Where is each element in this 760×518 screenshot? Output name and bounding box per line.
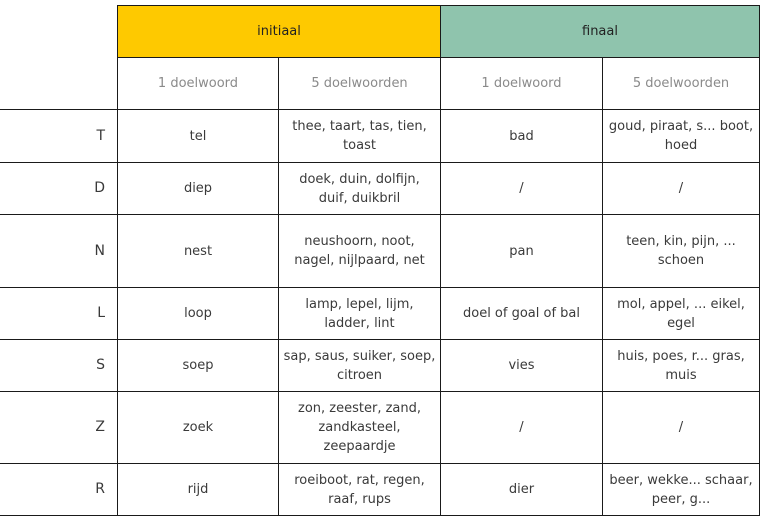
subheader-final-5: 5 doelwoorden (603, 58, 760, 110)
initial-one-word: rijd (118, 464, 279, 516)
final-one-word: / (441, 163, 603, 215)
table-row (0, 392, 760, 464)
table-subheader-row (0, 58, 760, 110)
table-row (0, 215, 760, 288)
row-letter: T (0, 110, 118, 163)
initial-one-word: tel (118, 110, 279, 163)
final-one-word: / (441, 392, 603, 464)
header-initial: initiaal (118, 5, 441, 58)
initial-five-words: zon, zeester, zand, zandkasteel, zeepaardje (279, 392, 441, 464)
table-row (0, 464, 760, 516)
final-five-words: teen, kin, pijn, ... schoen (603, 215, 760, 288)
table-row (0, 340, 760, 392)
row-letter: R (0, 464, 118, 516)
corner-cell-lower (0, 58, 118, 110)
final-five-words: / (603, 163, 760, 215)
initial-one-word: nest (118, 215, 279, 288)
row-letter: Z (0, 392, 118, 464)
final-one-word: vies (441, 340, 603, 392)
subheader-initial-5: 5 doelwoorden (279, 58, 441, 110)
table-row (0, 110, 760, 163)
table-header-row (0, 5, 760, 58)
final-one-word: pan (441, 215, 603, 288)
initial-five-words: lamp, lepel, lijm, ladder, lint (279, 288, 441, 340)
row-letter: D (0, 163, 118, 215)
final-one-word: doel of goal of bal (441, 288, 603, 340)
initial-five-words: doek, duin, dolfijn, duif, duikbril (279, 163, 441, 215)
row-letter: L (0, 288, 118, 340)
final-five-words: huis, poes, r... gras, muis (603, 340, 760, 392)
initial-one-word: soep (118, 340, 279, 392)
corner-cell (0, 5, 118, 58)
initial-five-words: thee, taart, tas, tien, toast (279, 110, 441, 163)
initial-five-words: sap, saus, suiker, soep, citroen (279, 340, 441, 392)
final-five-words: beer, wekke... schaar, peer, g... (603, 464, 760, 516)
initial-one-word: zoek (118, 392, 279, 464)
final-five-words: mol, appel, ... eikel, egel (603, 288, 760, 340)
subheader-final-1: 1 doelwoord (441, 58, 603, 110)
row-letter: S (0, 340, 118, 392)
final-one-word: dier (441, 464, 603, 516)
initial-one-word: diep (118, 163, 279, 215)
initial-one-word: loop (118, 288, 279, 340)
table-row (0, 163, 760, 215)
header-final: finaal (441, 5, 760, 58)
final-five-words: goud, piraat, s... boot, hoed (603, 110, 760, 163)
initial-five-words: roeiboot, rat, regen, raaf, rups (279, 464, 441, 516)
subheader-initial-1: 1 doelwoord (118, 58, 279, 110)
final-one-word: bad (441, 110, 603, 163)
table-row (0, 288, 760, 340)
initial-five-words: neushoorn, noot, nagel, nijlpaard, net (279, 215, 441, 288)
row-letter: N (0, 215, 118, 288)
final-five-words: / (603, 392, 760, 464)
